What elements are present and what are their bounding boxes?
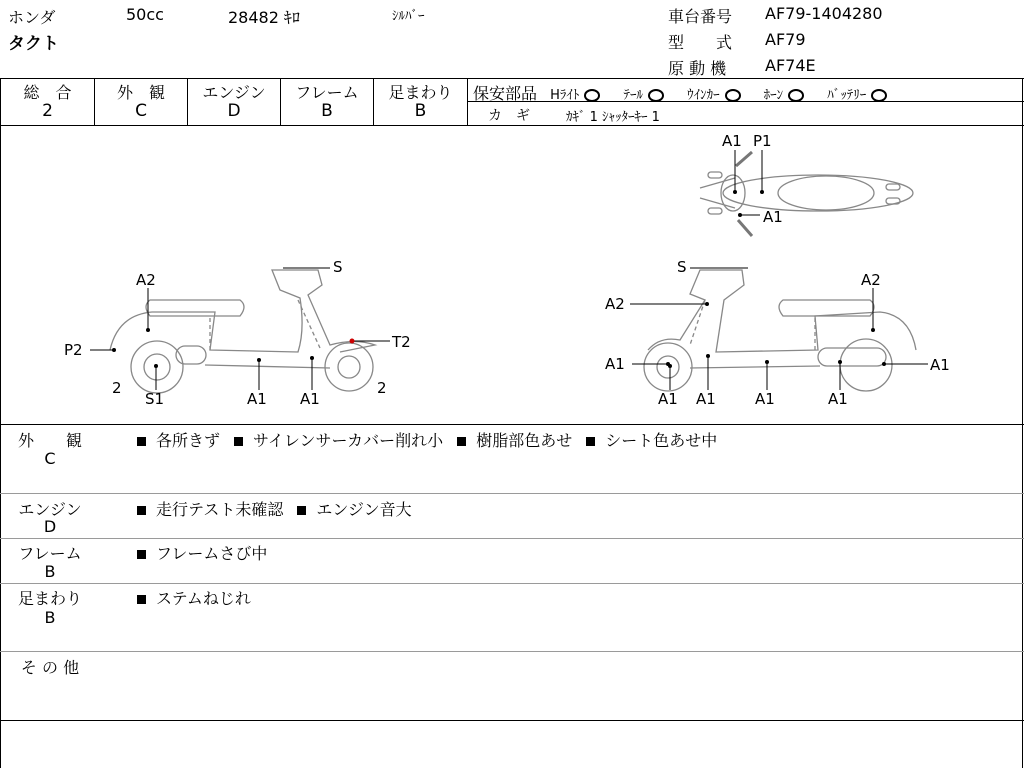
remark-frame-notes: フレームさび中	[137, 541, 267, 564]
remark-frame-label: フレーム	[18, 544, 82, 563]
diagram-label: P2	[64, 341, 83, 359]
left-view-markers	[90, 268, 390, 390]
bullet-icon	[137, 506, 146, 515]
scooter-top-view	[700, 152, 913, 236]
remark-suspension-grade: B	[44, 608, 56, 627]
diagram-label: A1	[658, 390, 678, 408]
diagram-label: A1	[755, 390, 775, 408]
diagram-label: 2	[112, 379, 122, 397]
ok-circle-icon	[648, 89, 664, 102]
bullet-icon	[586, 437, 595, 446]
remark-exterior-label: 外 観	[17, 431, 82, 450]
engine-value: D	[227, 101, 241, 121]
diagram-label: A1	[722, 132, 742, 150]
bullet-icon	[297, 506, 306, 515]
diagram-label: T2	[392, 333, 411, 351]
remark-exterior-grade: C	[44, 449, 56, 468]
bullet-icon	[137, 595, 146, 604]
divider	[1022, 78, 1023, 768]
diagram-label: A1	[930, 356, 950, 374]
diagram-label: A2	[136, 271, 156, 289]
type-value: AF79	[765, 30, 806, 49]
diagram-label: A2	[861, 271, 881, 289]
ok-circle-icon	[584, 89, 600, 102]
divider	[467, 78, 468, 125]
key-label: カ ギ	[488, 108, 530, 124]
safety-parts-title: 保安部品	[473, 84, 538, 103]
remark-exterior-notes: 各所きず サイレンサーカバー削れ小 樹脂部色あせ シート色あせ中	[137, 428, 717, 451]
safety-item-headlight: Hﾗｲﾄ	[550, 88, 600, 103]
divider	[0, 78, 1024, 79]
remark-suspension-notes: ステムねじれ	[137, 586, 251, 609]
safety-item-tail: ﾃｰﾙ	[623, 88, 664, 103]
frame-number-label: 車台番号	[668, 7, 733, 26]
engine-label: エンジン	[202, 83, 266, 102]
damage-diagram	[0, 126, 1022, 424]
divider	[0, 424, 1024, 425]
overall-label: 総 合	[23, 83, 72, 102]
diagram-label: A2	[605, 295, 625, 313]
type-label: 型 式	[668, 33, 733, 52]
diagram-label: S	[333, 258, 343, 276]
diagram-label: S1	[145, 390, 165, 408]
maker: ホンダ	[8, 8, 56, 27]
suspension-label: 足まわり	[388, 83, 453, 102]
bullet-icon	[457, 437, 466, 446]
diagram-label: S	[677, 258, 687, 276]
frame-number-value: AF79-1404280	[765, 4, 883, 23]
model-name: タクト	[8, 34, 59, 54]
engine-type-value: AF74E	[765, 56, 816, 75]
remark-suspension-label: 足まわり	[17, 589, 82, 608]
safety-item-horn: ﾎｰﾝ	[764, 88, 805, 103]
suspension-value: B	[414, 101, 427, 121]
right-view-markers	[630, 268, 928, 390]
diagram-label: A1	[300, 390, 320, 408]
diagram-label: A1	[828, 390, 848, 408]
bullet-icon	[137, 550, 146, 559]
engine-type-label: 原 動 機	[668, 59, 727, 78]
overall-value: 2	[42, 101, 53, 121]
diagram-label: A1	[763, 208, 783, 226]
safety-item-winker: ｳｲﾝｶｰ	[687, 88, 741, 103]
displacement: 50cc	[126, 5, 164, 24]
ok-circle-icon	[788, 89, 804, 102]
bullet-icon	[234, 437, 243, 446]
diagram-label: A1	[247, 390, 267, 408]
color: ｼﾙﾊﾞｰ	[392, 9, 425, 24]
remark-other-label: そ の 他	[20, 658, 80, 677]
divider	[0, 720, 1024, 721]
remark-frame-grade: B	[44, 562, 56, 581]
frame-label: フレーム	[295, 83, 359, 102]
exterior-label: 外 観	[116, 83, 165, 102]
divider	[0, 538, 1024, 539]
divider	[0, 651, 1024, 652]
exterior-value: C	[135, 101, 147, 121]
diagram-label: 2	[377, 379, 387, 397]
remark-engine-label: エンジン	[18, 500, 82, 519]
mileage: 28482 ｷﾛ	[228, 8, 300, 27]
diagram-label: A1	[605, 355, 625, 373]
safety-item-battery: ﾊﾞｯﾃﾘｰ	[827, 88, 887, 103]
remark-engine-grade: D	[43, 517, 57, 536]
frame-value: B	[321, 101, 333, 121]
diagram-label: A1	[696, 390, 716, 408]
key-value: ｶｷﾞ 1 ｼｬｯﾀｰｷｰ 1	[566, 110, 660, 125]
divider	[0, 493, 1024, 494]
safety-parts-row	[473, 81, 887, 104]
ok-circle-icon	[725, 89, 741, 102]
bullet-icon	[137, 437, 146, 446]
diagram-label: P1	[753, 132, 772, 150]
remark-engine-notes: 走行テスト未確認 エンジン音大	[137, 497, 412, 520]
divider	[0, 583, 1024, 584]
ok-circle-icon	[871, 89, 887, 102]
